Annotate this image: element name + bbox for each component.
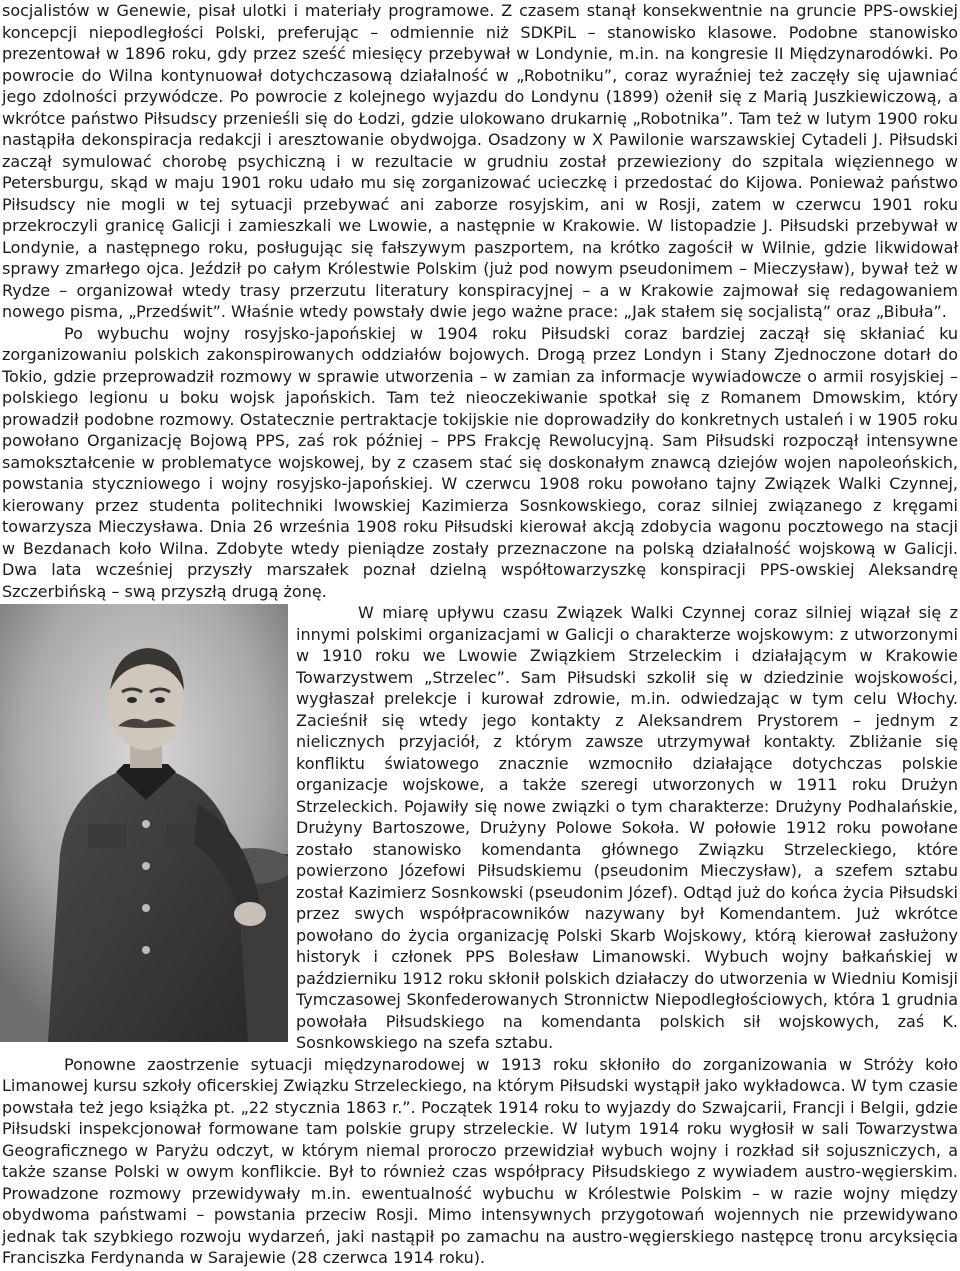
paragraph-4: Ponowne zaostrzenie sytuacji międzynarodowej w 1913 roku skłoniło do zorganizowania w Stróży koło Limanowej kursu szkoły oficerskiej Związku Strzeleckiego, na którym Piłsudski wystąpił jako wykładowca. W tym czasie powstała też jego książka pt. „22 stycznia 1863 r.”. Początek 1914 roku to wyjazdy do Szwajcarii, Francji i Belgii, gdzie Piłsudski inspekcjonował formowane tam polskie grupy strzeleckie. W lutym 1914 roku wygłosił w sali Towarzystwa Geograficznego w Paryżu odczyt, w którym niemal proroczo przewidział wybuch wojny i rozkład sił sojuszniczych, a także szanse Polski w owym konflikcie. Był to również czas współpracy Piłsudskiego z wywiadem austro-węgierskim. Prowadzone rozmowy przewidywały m.in. ewentualność wybuchu w Królestwie Polskim – w razie wojny między obydwoma państwami – powstania przeciw Rosji. Mimo intensywnych przygotowań wojennych nie przewidywano jednak tak szybkiego rozwoju wydarzeń, jaki nastąpił po zamachu na austro-węgierskiego następcę tronu arcyksięcia Franciszka Ferdynanda w Sarajewie (28 czerwca 1914 roku).	[2, 1054, 958, 1267]
paragraph-3: W miarę upływu czasu Związek Walki Czynnej coraz silniej wiązał się z innymi polskimi organizacjami w Galicji o charakterze wojskowym: z utworzonymi w 1910 roku we Lwowie Związkiem Strzeleckim i działającym w Krakowie Towarzystwem „Strzelec”. Sam Piłsudski szkolił się w dziedzinie wojskowości, wygłaszał prelekcje i kurował zdrowie, m.in. odwiedzając w tym celu Włochy. Zacieśnił się wtedy jego kontakty z Aleksandrem Prystorem – jednym z nielicznych przyjaciół, z którym zawsze utrzymywał kontakty. Zbliżanie się konfliktu światowego znacznie wzmocniło działające dotychczas polskie organizacje wojskowe, a także szeregi utworzonych w 1911 roku Drużyn Strzeleckich. Pojawiły się nowe związki o tym charakterze: Drużyny Podhalańskie, Drużyny Bartoszowe, Drużyny Polowe Sokoła. W połowie 1912 roku powołane zostało stanowisko komendanta głównego Związku Strzeleckiego, które powierzono Józefowi Piłsudskiemu (pseudonim Mieczysław), a szefem sztabu został Kazimierz Sosnkowski (pseudonim Józef). Odtąd już do końca życia Piłsudski przez swych współpracowników nazywany był Komendantem. Już wkrótce powołano do życia organizację Polski Skarb Wojskowy, którą kierował zasłużony historyk i członek PPS Bolesław Limanowski. Wybuch wojny bałkańskiej w październiku 1912 roku skłonił polskich działaczy do utworzenia w Wiedniu Komisji Tymczasowej Skonfederowanych Stronnictw Niepodległościowych, która 1 grudnia powołała Piłsudskiego na komendanta polskich sił wojskowych, zaś K. Sosnkowskiego na szefa sztabu.	[296, 603, 958, 1052]
paragraph-2: Po wybuchu wojny rosyjsko-japońskiej w 1904 roku Piłsudski coraz bardziej zaczął się skłaniać ku zorganizowaniu polskich zakonspirowanych oddziałów bojowych. Drogą przez Londyn i Stany Zjednoczone dotarł do Tokio, gdzie przeprowadził rozmowy w sprawie utworzenia – w zamian za informacje wywiadowcze o armii rosyjskiej – polskiego legionu u boku wojsk japońskich. Tam też nieoczekiwanie spotkał się z Romanem Dmowskim, który prowadził podobne rozmowy. Ostatecznie pertraktacje tokijskie nie doprowadziły do konkretnych ustaleń i w 1905 roku powołano Organizację Bojową PPS, zaś rok później – PPS Frakcję Rewolucyjną. Sam Piłsudski rozpoczął intensywne samokształcenie w problematyce wojskowej, by z czasem stać się doskonałym znawcą dziejów wojen napoleońskich, powstania styczniowego i wojny rosyjsko-japońskiej. W czerwcu 1908 roku powołano tajny Związek Walki Czynnej, kierowany przez studenta politechniki lwowskiej Kazimierza Sosnkowskiego, coraz silniej związanego z kręgami towarzysza Mieczysława. Dnia 26 września 1908 roku Piłsudski kierował akcją zdobycia wagonu pocztowego na stacji w Bezdanach koło Wilna. Zdobyte wtedy pieniądze zostały przeznaczone na polską działalność wojskową w Galicji. Dwa lata wcześniej przyszły marszałek poznał dzielną współtowarzyszkę konspiracji PPS-owskiej Aleksandrę Szczerbińską – swą przyszłą drugą żonę.	[2, 323, 958, 601]
portrait-image	[0, 604, 288, 1042]
portrait-photo	[0, 604, 288, 1042]
paragraph-1: socjalistów w Genewie, pisał ulotki i materiały programowe. Z czasem stanął konsekwentnie na gruncie PPS-owskiej koncepcji niepodległości Polski, preferując – odmiennie niż SDKPiL – stanowisko klasowe. Podobne stanowisko prezentował w 1896 roku, gdy przez sześć miesięcy przebywał w Londynie, m.in. na kongresie II Międzynarodówki. Po powrocie do Wilna kontynuował dotychczasową działalność w „Robotniku”, coraz wyraźniej też zaczęły się ujawniać jego zdolności przywódcze. Po powrocie z kolejnego wyjazdu do Londynu (1899) ożenił się z Marią Juszkiewiczową, a wkrótce państwo Piłsudscy przenieśli się do Łodzi, gdzie ulokowano drukarnię „Robotnika”. Tam też w lutym 1900 roku nastąpiła dekonspiracja redakcji i aresztowanie obydwojga. Osadzony w X Pawilonie warszawskiej Cytadeli J. Piłsudski zaczął symulować chorobę psychiczną i w rezultacie w grudniu został przewieziony do szpitala więziennego w Petersburgu, skąd w maju 1901 roku udało mu się zorganizować ucieczkę i przedostać do Kijowa. Ponieważ państwo Piłsudscy nie mogli w tej sytuacji przebywać ani zaborze rosyjskim, ani w Rosji, zatem w czerwcu 1901 roku przekroczyli granicę Galicji i zamieszkali we Lwowie, a następnie w Krakowie. W listopadzie J. Piłsudski przebywał w Londynie, a następnego roku, posługując się fałszywym paszportem, na krótko zagościł w Wilnie, gdzie likwidował sprawy zmarłego ojca. Jeździł po całym Królestwie Polskim (już pod nowym pseudonimem – Mieczysław), bywał też w Rydze – organizował wtedy trasy przerzutu literatury konspiracyjnej – a w Krakowie zajmował się redagowaniem nowego pisma, „Przedświt”. Właśnie wtedy powstały dwie jego ważne prace: „Jak stałem się socjalistą” oraz „Bibuła”.	[2, 1, 958, 321]
